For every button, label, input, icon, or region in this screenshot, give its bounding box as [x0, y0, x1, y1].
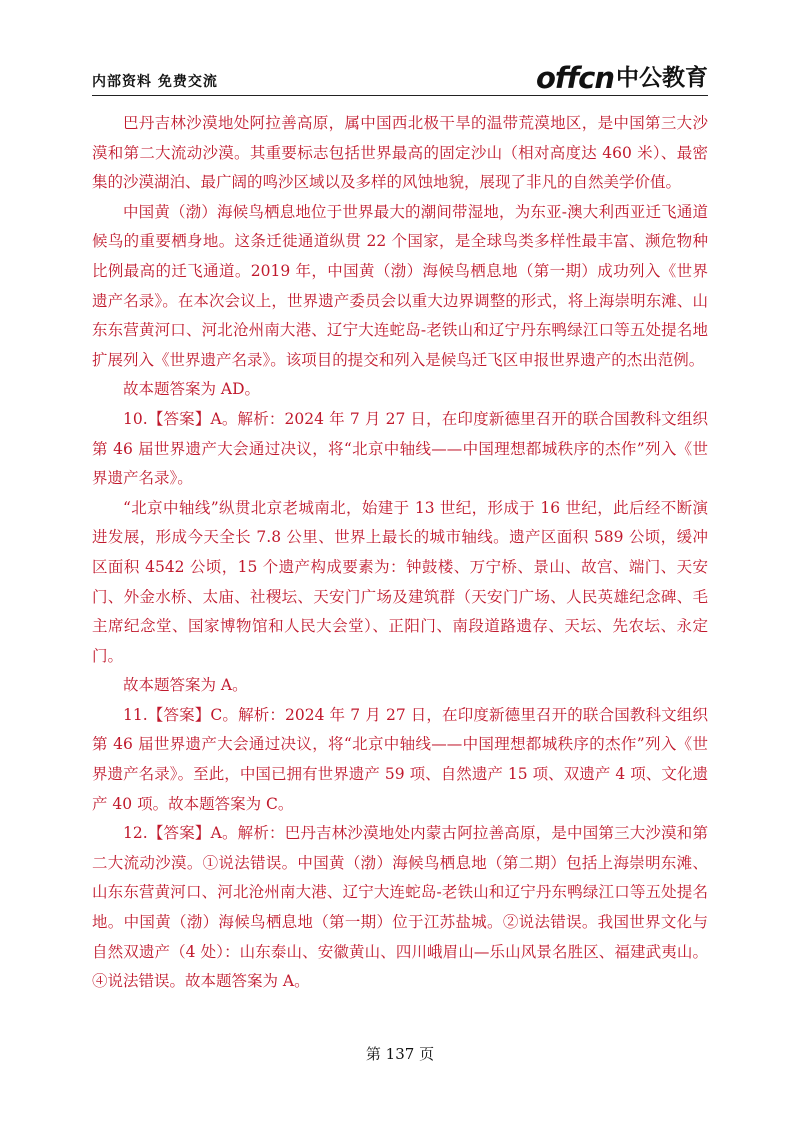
document-body — [92, 109, 708, 997]
logo-chinese-text: 中公教育 — [616, 65, 708, 91]
paragraph-migratory-bird-sanctuary: 中国黄（渤）海候鸟栖息地位于世界最大的潮间带湿地，为东亚-澳大利西亚迁飞通道候鸟的重要栖身地。这条迁徙通道纵贯 22 个国家，是全球鸟类多样性最丰富、濒危物种比例最高的迁飞通道。2019 年，中国黄（渤）海候鸟栖息地（第一期）成功列入《世界遗产名录》。在本次会议上，世界遗产委员会以重大边界调整的形式，将上海崇明东滩、山东东营黄河口、河北沧州南大港、辽宁大连蛇岛-老铁山和辽宁丹东鸭绿江口等五处提名地扩展列入《世界遗产名录》。该项目的提交和列入是候鸟迁飞区申报世界遗产的杰出范例。 — [92, 202, 708, 369]
paragraph-question-11: 11.【答案】C。解析：2024 年 7 月 27 日，在印度新德里召开的联合国教科文组织第 46 届世界遗产大会通过决议，将“北京中轴线——中国理想都城秩序的杰作”列入《世界遗产名录》。至此，中国已拥有世界遗产 59 项、自然遗产 15 项、双遗产 4 项、文化遗产 40 项。故本题答案为 C。 — [92, 705, 708, 813]
logo-latin-text: offcn — [536, 61, 614, 95]
header-divider — [92, 95, 708, 96]
paragraph-answer-ad: 故本题答案为 AD。 — [123, 380, 261, 399]
paragraph-beijing-central-axis: “北京中轴线”纵贯北京老城南北，始建于 13 世纪，形成于 16 世纪，此后经不断演进发展，形成今天全长 7.8 公里、世界上最长的城市轴线。遗产区面积 589 公顷，缓冲区面积 4542 公顷，15 个遗产构成要素为：钟鼓楼、万宁桥、景山、故宫、端门、天安门、外金水桥、太庙、社稷坛、天安门广场及建筑群（天安门广场、人民英雄纪念碑、毛主席纪念堂、国家博物馆和人民大会堂）、正阳门、南段道路遗存、天坛、先农坛、永定门。 — [92, 498, 708, 665]
paragraph-badain-jaran: 巴丹吉林沙漠地处阿拉善高原，属中国西北极干旱的温带荒漠地区，是中国第三大沙漠和第二大流动沙漠。其重要标志包括世界最高的固定沙山（相对高度达 460 米）、最密集的沙漠湖泊、最广阔的鸣沙区域以及多样的风蚀地貌，展现了非凡的自然美学价值。 — [92, 114, 708, 192]
paragraph-question-10: 10.【答案】A。解析：2024 年 7 月 27 日，在印度新德里召开的联合国教科文组织第 46 届世界遗产大会通过决议，将“北京中轴线——中国理想都城秩序的杰作”列入《世界遗产名录》。 — [92, 409, 708, 488]
offcn-logo — [536, 60, 708, 94]
paragraph-answer-a: 故本题答案为 A。 — [123, 676, 248, 695]
header-label: 内部资料 免费交流 — [92, 74, 218, 90]
paragraph-question-12: 12.【答案】A。解析：巴丹吉林沙漠地处内蒙古阿拉善高原，是中国第三大沙漠和第二大流动沙漠。①说法错误。中国黄（渤）海候鸟栖息地（第二期）包括上海崇明东滩、山东东营黄河口、河北沧州南大港、辽宁大连蛇岛-老铁山和辽宁丹东鸭绿江口等五处提名地。中国黄（渤）海候鸟栖息地（第一期）位于江苏盐城。②说法错误。我国世界文化与自然双遗产（4 处）：山东泰山、安徽黄山、四川峨眉山—乐山风景名胜区、福建武夷山。④说法错误。故本题答案为 A。 — [92, 824, 708, 991]
page-header — [92, 60, 708, 94]
page-number: 第 137 页 — [365, 1045, 435, 1063]
